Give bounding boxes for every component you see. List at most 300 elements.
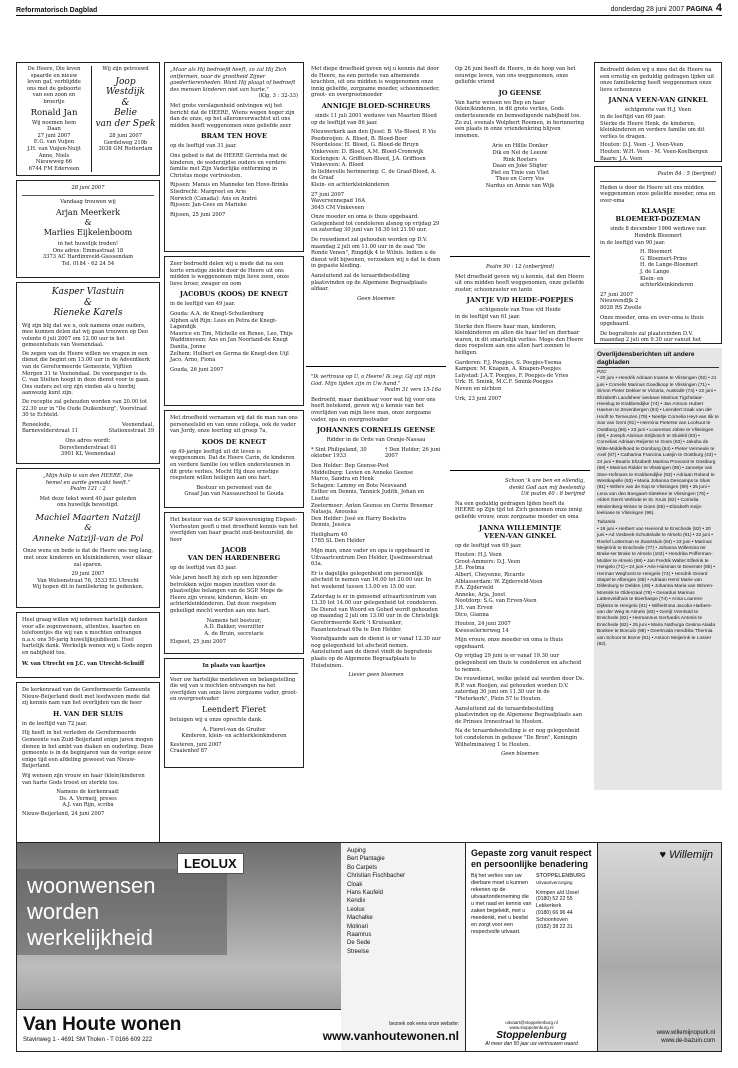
bible-verse (22, 473, 154, 493)
family-line-4: Esther en Dennis, Yannick Judith, Johan en Lisette (311, 489, 424, 502)
thanks-ad-utrecht (16, 612, 160, 678)
family-list (170, 182, 298, 208)
family-line-2: H. de Lange-Bloemert (640, 262, 699, 269)
flowers-note: Geen bloemen (357, 295, 395, 302)
obituary-address (311, 192, 441, 212)
thanks-signature: W. van Utrecht en J.C. van Utrecht-Schuiff (22, 660, 145, 667)
name-line-1: VAN DEN HARDENBERG (187, 554, 281, 563)
obituary-text: Met grote verslagenheid ontvingen wij het bericht dat de HEERE, Wiens wegen hoger zijn dan de onze, op het alleronverwachtst uit ons midden heeft weggenomen onze geliefde zeer (170, 102, 295, 129)
address-1: Barnevelderstraat 11 (22, 428, 79, 435)
address-line-1: Nieuwendijk 2 (600, 298, 639, 305)
couple-names (95, 77, 156, 130)
family-line-7: Nootdorp: S.G. van Erven-Veen (455, 598, 537, 605)
address-right (109, 422, 154, 435)
thanks-ad-fieret (164, 658, 304, 768)
obituary-veen-family (594, 62, 722, 162)
obituary-de-knegt (164, 256, 304, 406)
thanks-text: Heel graag willen wij iedereen hartelijk danken voor alle zegenwensen, attenties, kaarten en telefoontjes die wij van u mochten ontvangen n.a.v. ons 50-jarig huwelijksjubileum. Heel hartelijk dank. Werkelijk wenen wij u Gods zegen en nabijheid toe. (22, 617, 153, 656)
obituary-text-2: Onze moeder en oma is thuis opgebaard. Gelegenheid tot condoleren alsnog op vrijdag 29 en zaterdag 30 juni van 18.30 tot 21.00 uur. (311, 214, 440, 234)
van-houte-ad (17, 843, 465, 1051)
couple-name-4: van der Spek (95, 118, 156, 129)
obituary-text-6: Na de teraardebestelling is er nog gelegenheid tot condoleren in gebouw "De Bron", Koningin Wilhelminaweg 1 te Houten. (455, 728, 580, 748)
stoppelenburg-ad (465, 843, 597, 1051)
obituary-text-2: Mijn man, onze vader en opa is opgebaard in Uitvaartcentrum Den Helder, IJsselmeerstraat 63a. (311, 548, 433, 568)
ad-brand: Van Houte wonen (23, 1014, 182, 1035)
birth-detail-5: Anne, Niels (38, 152, 70, 159)
birth-detail-7: 6744 FM Ederveen (28, 165, 80, 172)
couple-name-3: Belie (113, 108, 138, 119)
sub-line-1: Hendrik Bloemert (634, 232, 682, 239)
deceased-sub: sinds 11 juli 2001 weduwe van Maarten Bloed (315, 112, 437, 119)
couple-names (22, 287, 154, 319)
signature-line-0: Namens het bestuur, (206, 617, 262, 624)
thanks-place (170, 742, 298, 755)
deceased-age: op de leeftijd van 69 jaar. (455, 542, 522, 549)
family-line-1: Alphen a/d Rijn: Lees en Petra de Knegt-Lagendijk (170, 317, 277, 331)
family-line-3: Rijssen: Jan-Cees en Marieke (170, 202, 247, 209)
obituary-jo-geense (450, 62, 590, 252)
deceased-age: op de leeftijd van 83 jaar. (170, 565, 237, 572)
family-line-0: Arie en Hillie Donker (492, 143, 548, 150)
deceased-age: op de leeftijd van 31 jaar. (170, 143, 237, 150)
address-line-0: Heiligharn 40 (311, 531, 348, 538)
obituary-hardenberg (164, 512, 304, 654)
couple-name-1: & (83, 297, 92, 308)
ad-address: Stavinweg 1 - 4691 SM Tholen - T 0166 609 222 (23, 1037, 153, 1043)
obituary-text-3: De rouwdienst zal gehouden worden op D.V. maandag 2 juli om 11.00 uur in de zaal "De Ronde Venen", Ringdijk 4 te Wilnis. Indien u de dienst wilt bijwonen, verzoeken wij u dat te doen in gepaste kleding. (311, 237, 441, 270)
family-line-2: J.E. Postma (455, 565, 485, 572)
ad-photo (17, 843, 341, 1051)
family-line-3: Schagen: Lammy en Bote Neuvaand (311, 482, 407, 489)
deceased-name: JANNA VEEN-VAN GINKEL (608, 96, 708, 105)
brand-6: Kendix (347, 898, 366, 905)
couple-names (22, 208, 154, 238)
location-0: Krimpen a/d IJssel (536, 889, 579, 896)
family-list (455, 360, 585, 393)
family-line-4: Piet en Tinie van Vliet (490, 169, 550, 176)
obituary-text: Op 26 juni heeft de Heere, in de hoop van het eeuwige leven, van ons weggenomen, onze geliefde vriend (455, 66, 576, 86)
obituary-text: Met diepe droefheid geven wij u kennis dat door de Heere, na een periode van afnemende krachten, uit ons midden is weggenomen onze innig geliefde, zorgzame moeder, schoonmoeder, groot- en overgrootmoeder (311, 66, 440, 99)
location-2: Lekkerkerk (536, 903, 562, 910)
family-line-7: Den Helder: José en Harry Boekstra (311, 515, 407, 522)
couple-names (22, 513, 154, 545)
family-line-0: Gouda: A.A. de Knegt-Schuilenburg (170, 310, 264, 317)
obituary-text-4: Zaterdag is er in genoemd uitvaartcentrum van 13.30 tot 14.00 uur gelegenheid tot condoleren. De Dienst van Woord en Gebed wordt gehouden op maandag 2 juli om 13.00 uur in de Christelijk Gereformeerde Kerk 't Kruisanker, Fazantenstraat 69a te Den Helder. (311, 593, 439, 633)
obituary-text-2: Ons gebed is dat de HEERE Gerrieta met de kinderen, de wederzijdse ouders en verdere familie met Zijn Vaderlijke ontferming in Christus moge vertroosten. (170, 152, 288, 179)
family-line-0: Rijssen: Manus en Manneke ten Hove-Brinks (170, 182, 289, 189)
headline-line-2: werkelijkheid (27, 925, 153, 950)
deceased-age: op de leeftijd van 86 jaar. (311, 119, 378, 126)
obituary-text-5: Aansluitend zal de teraardebestelling plaatsvinden op de Algemene Begraafplaats aan de Prinses Irenestraat te Houten. (455, 705, 583, 725)
obituary-signature (22, 789, 154, 809)
family-line-5: Theo en Corry Vos (495, 176, 545, 183)
obituary-bloed-schreurs (306, 62, 446, 362)
couple-name-1: Westdijk (106, 87, 145, 98)
obituary-text-2: Van harte wensen we Bep en haar (klein)kinderen, in dit grote verlies, Gods onderteunende en bemoedigende nabijheid toe. Zo zul, evenals Wolphert Roemen, in herinnering een plaats in onze vriendenkring blijven innemen. (455, 99, 585, 139)
page-number: 4 (715, 2, 722, 14)
couple-name-0: Joop (115, 76, 136, 87)
detail-0: 29 juni 2007 (71, 571, 105, 578)
address-left (22, 422, 78, 435)
detail-2: Wij hopen dit in familiekring te gedenken. (32, 584, 144, 591)
obituary-text: Hij heeft in het verleden de Gereformeerde Gemeente van Zuid-Beijerland enige jaren mogen dienen in het ambt van diaken en ouderling. Deze gemeente is in de beginjaren van de vorige eeuw enige tijd een afdeling geweest van Nieuw-Beijerland. (22, 730, 154, 770)
deceased-sub (600, 226, 716, 239)
family-line-6: Nardus en Annie van Wijk (485, 182, 555, 189)
bible-verse: „Maar als Hij bedroefd heeft, zo zal Hij Zich ontfermen, naar de grootheid Zijner goedertierenheden. Want Hij plaagt of bedroeft des mensen kinderen niet van harte." (170, 67, 296, 93)
family-line-4: Neven en nichten (455, 385, 502, 392)
paragraph-1: De zegen van de Heere willen we vragen in een dienst die begint om 13.00 uur in de Adventkerk van de Gereformeerde Gemeente, Vijftien Morgen 31 te Veenendaal. De voorganger is ds. C. van Stelten hoopt in deze dienst voor te gaan. Ons ouders zet erg zijn vinden als u hierbij aanwezig kunt zijn. (22, 350, 151, 397)
obituary-address (311, 532, 441, 545)
family-line-2: Noordeloos: H. Bloed, G. Bloed-de Bruyn (311, 142, 419, 149)
column-5 (594, 62, 722, 790)
willemijn-ad (597, 843, 721, 1051)
location-4: Schoonhoven (536, 916, 568, 923)
obituary-text: Heden is door de Heere uit ons midden weggenomen onze geliefde moeder, oma en over-oma (600, 184, 716, 204)
bible-verse: Psalm 90 : 12 (onberijmd) (485, 264, 555, 270)
family-line-3: Daan en Joke Stigter (492, 163, 548, 170)
verse-line-1: denkt God aan mij bestendig (509, 484, 585, 491)
org-sub: Uitvaartverzorging (536, 879, 573, 885)
family-line-4: Alblasserdam: W. Zijderveld-Veen (455, 578, 543, 585)
signature-line-2: A. de Bruin, secretaris (204, 630, 264, 637)
deceased-name: JACOBUS (KOOS) DE KNEGT (179, 290, 289, 299)
family-line-8: Dennis, Jessica (311, 522, 351, 529)
name-line-1: BLOEMERT-DOZEMAN (615, 215, 701, 224)
family-line-1: Dik en Nel de Leeuw (492, 149, 548, 156)
family-list (170, 311, 298, 364)
family-line-1: Sliedrecht: Margreet en Arie (170, 188, 247, 195)
obituary-bloemert (594, 166, 722, 344)
obituary-text: Zeer bedroefd delen wij u mede dat na een korte ernstige ziekte door de Heere uit ons midden is weggenomen mijn lieve zoon, onze lieve broer, zwager en oom (170, 261, 290, 287)
obituary-place: Elspeet, 25 juni 2007 (170, 639, 227, 646)
deceased-age: in de leeftijd van 90 jaar. (600, 239, 666, 246)
anniversary-details (22, 571, 154, 591)
anniversary-text: Onze wens en bede is dat de Heere ons nog lang, met onze kinderen en kleinkinderen, voor elkaar zal sparen. (23, 548, 153, 568)
signature-line-0: A. Fieret-van de Gruiter (202, 726, 266, 733)
family-line-1: Kampen: M. Knapen, A. Knapen-Poepjes (455, 366, 561, 373)
new-address-0: Ons adres wordt: (65, 438, 111, 444)
birth-line-3: ons met de geboorte (26, 85, 82, 92)
brand-1: Bert Plantagie (347, 856, 385, 863)
wedding-detail-2: 3038 GM Rotterdam (98, 146, 153, 153)
bible-verse (455, 478, 585, 498)
obituary-intro: De kerkenraad van de Gereformeerde Gemeente Nieuw-Beijerland deelt met leedwezen mede dat zij kennis nam van het overlijden van de heer (22, 687, 151, 707)
verse-line-0: „Mijn hulp is van den HEERE, Die (43, 473, 133, 479)
wedding-intro: Vandaag trouwen wij (60, 198, 116, 205)
flowers-note: Liever geen bloemen (348, 672, 404, 679)
obituary-address (600, 292, 716, 312)
family-line-2: Rink Roeters (502, 156, 538, 163)
obituary-signature (170, 485, 298, 498)
family-line-2: Maurice en Tim, Michelle en Renee, Leo, Thijs (170, 330, 293, 337)
ad-contact (533, 873, 592, 936)
ad-text: Bij het verlies van uw dierbare moet u kunnen rekenen op de uitvaartonderneming die u met raad en kennis van zaken begeleidt, met u meedenkt, met u beslist en zorgt voor een respectvolle uitvaart. (471, 873, 532, 935)
leolux-logo: LEOLUX (177, 853, 244, 874)
couple-name-2: Marlies Eijkelenboom (43, 228, 133, 238)
website-link[interactable]: www.vanhoutewonen.nl (322, 1029, 459, 1043)
column-3 (306, 62, 446, 874)
name-line-0: KLAASJE (641, 207, 675, 216)
family-line-5: Zelhem: Hulbert en Germa de Knegt-den Uijl (170, 350, 289, 357)
obituary-text-2: Vele jaren heeft hij zich op een bijzonder betrokken wijze mogen inzetten voor de plaatselijke belangen van de SGP. Moge de Heere zijn vrouw, kinderen, klein- en achterkleinkinderen. Dat deze roepstem geheiligd mocht worden aan ons hart. (170, 574, 283, 614)
deceased-name (600, 207, 716, 223)
wedding-details (22, 241, 154, 267)
family-line-0: Nieuwerkerk aan den IJssel: B. Vis-Bloed, P. Vis (311, 129, 437, 136)
website-2[interactable]: www.de-bazuin.com (661, 1038, 715, 1044)
family-list (600, 142, 716, 162)
deceased-name (455, 524, 585, 540)
wedding-ad-meerkerk (16, 180, 160, 278)
address-0: Reneelode, (22, 421, 52, 428)
family-line-1: Middelburg: Levien en Anneke Geense (311, 469, 414, 476)
address-line-1: 1785 SL Den Helder (311, 538, 365, 545)
family-line-1: Groot-Ammers: D.J. Veen (455, 558, 521, 565)
ad-headline (27, 873, 217, 951)
couple-name-2: Anneke Natzijl-van de Pol (32, 533, 144, 544)
obituary-text: Bedroefd delen wij u mee dat de Heere na een ernstig en geduldig gedragen lijden uit onze familiekring heeft weggenomen onze lieve schoonzus (600, 67, 715, 93)
willemijn-websites (657, 1029, 715, 1045)
obituary-text-3: Op vrijdag 29 juni is er vanaf 19.30 uur gelegenheid om thuis te condoleren en afscheid te nemen. (455, 653, 582, 673)
source-pzc: PZC (597, 370, 607, 375)
obituary-text: Na een geduldig gedragen lijden heeft de HEERE op Zijn tijd tot Zich genomen onze innig geliefde vrouw, onze zorgzame moeder en oma (455, 500, 582, 520)
ad-website[interactable]: www.stoppelenburg.nl (509, 1025, 554, 1030)
verse-ref: Psalm 31 vers 15-16a (384, 387, 441, 394)
address-0: Veenendaal, (122, 421, 154, 428)
paper-name: Reformatorisch Dagblad (16, 7, 98, 14)
family-line-6: Anneke, Arja, Joost (455, 591, 506, 598)
obituary-text: Bedroefd, maar dankbaar voor wat hij voor ons heeft betekend, geven wij u kennis van het overlijden van mijn lieve man, onze zorgzame vader, opa en overgrootvader (311, 396, 436, 423)
brand-0: Auping (347, 848, 366, 854)
family-line-1: Poederoijen: A. Bloed, B. Bloed-Boer (311, 135, 408, 142)
brand-list (341, 843, 465, 1051)
obituary-text-2: Wij wensen zijn vrouw en haar (klein)kinderen van harte Gods troost en sterkte toe. (22, 772, 145, 786)
obituary-place: Urk, 23 juni 2007 (455, 395, 502, 402)
obituary-text-3: Er is dagelijks gelegenheid om persoonlijk afscheid te nemen van 16.00 tot 20.00 uur. In het weekend tussen 13.00 en 15.00 uur. (311, 570, 432, 591)
signature-line-1: A.D. Bakker, voorzitter (204, 624, 264, 631)
place-line-1: Craaienhof 87 (170, 748, 208, 755)
parents-addresses (22, 422, 154, 435)
brand-2: Bo Carpets (347, 864, 378, 871)
birth-detail-6: Nieuwweg 66 (35, 159, 73, 166)
family-line-7: Klein- en achterkleinkinderen (311, 181, 390, 188)
death-date: † Den Helder, 26 juni 2007 (384, 446, 441, 460)
thanks-signature (170, 727, 298, 740)
birth-line-4: van een zoon en (32, 92, 76, 99)
deceased-name (170, 546, 298, 562)
family-line-0: Houten: H.J. Veen (455, 552, 502, 559)
obituary-poepjes (450, 260, 590, 466)
ad-title: Gepaste zorg vanuit respect en persoonlijke benadering (471, 848, 592, 869)
birth-line-1: spaarde en nieuw (30, 72, 78, 79)
address-line-0: 27 juni 2007 (600, 291, 634, 298)
address-line-0: 27 juni 2007 (311, 191, 345, 198)
family-line-4: Koclengen: A. Griffioen-Bloed, J.A. Griffioen (311, 155, 426, 162)
family-line-3: Albert, Cheyenne, Ricardo (455, 571, 525, 578)
wedding-detail-0: in het huwelijk treden! (57, 241, 119, 248)
family-line-6: Jaco, Arno, Fiona (170, 357, 216, 364)
brand-8: Machalke (347, 915, 373, 922)
obituary-van-der-sluis (16, 682, 160, 866)
family-line-0: Garderen: F.J. Poepjes, S. Poepjes-Ysema (455, 359, 562, 366)
deceased-sub: Ridder in de Orde van Oranje-Nassau (326, 437, 426, 444)
deceased-name: ANNIGJE BLOED-SCHREURS (321, 101, 431, 110)
ad-slogan: Al meer dan 50 jaar uw vertrouwen waard (485, 1041, 578, 1047)
location-3: (0180) 66 96 44 (536, 909, 573, 916)
baby-name: Ronald Jan (30, 107, 78, 118)
bible-verse: "Ik vertrouw op U, o Heere! Ik zeg: Gij zijt mijn God. Mijn tijden zijn in Uw hand." (311, 374, 436, 387)
couple-name-0: Arjan Meerkerk (55, 208, 121, 218)
deceased-name: H. VAN DER SLUIS (52, 709, 124, 718)
birth-wedding-ad (16, 62, 160, 176)
deceased-sub: echtgenote van H.J. Veen (625, 107, 691, 114)
brand-7: Leolux (347, 906, 365, 913)
obituary-place: Rijssen, 25 juni 2007 (170, 211, 226, 218)
family-line-2: Baarn: J.A. Veen (600, 155, 643, 162)
family-line-3: Vinkeveen: D. Bloed, A.M. Bloed-Cromwijk (311, 148, 424, 155)
obituary-text-2: Sterke de Heere Henk, de kinderen, kleinkinderen en verdere familie om dit verlies te dragen. (600, 120, 705, 140)
wedding-announcement (92, 66, 156, 172)
signature-line-1: Ds. A. Vermeij, preses (59, 795, 117, 802)
family-line-3: J. de Lange (640, 268, 670, 275)
birth-line-0: De Heere, Die leven (27, 66, 81, 72)
birth-detail-3: E.G. van Vuijen (33, 139, 75, 146)
name-line-0: JACOB (221, 546, 247, 555)
birth-announcement (20, 66, 92, 172)
family-line-1: G. Bloemert-Prins (640, 255, 687, 262)
new-address (22, 438, 154, 458)
birth-detail-4: J.H. van Vuijen-Nuijt (27, 145, 81, 152)
family-line-6: Natasja, Anouska (311, 509, 357, 516)
deceased-name: Leendert Fieret (202, 704, 266, 714)
paragraph-0: Wij zijn blij dat we u, ook namens onze ouders, mee kunnen delen dat wij gaan trouwen op Deo volente 6 juli 2007 om 12.00 uur in het gemeentehuis van Veenendaal. (22, 322, 149, 349)
birth-intro (20, 66, 88, 106)
address-1: Stationsstraat 39 (108, 428, 154, 435)
paragraph-2: De receptie zal gehouden worden van 20.00 tot 22.30 uur in "De Oude Duikenburg", Voorstraat 30 te Echteld. (22, 399, 148, 419)
family-line-8: J.H. van Erven (455, 604, 493, 611)
obituary-text-2: op 49-jarige leeftijd uit dit leven is weggenomen. Dat de Heere Carin, de kinderen en verdere familie (ou willen ondersteunen in dit grote verlies. Mocht Hij deze ernstige roepstem willen heiligen aan ons hart. (170, 448, 295, 482)
signature-line-0: Bestuur en personeel van de (196, 484, 272, 491)
verse-ref: (Klg. 3 : 32-33) (258, 93, 298, 100)
family-line-3: Waddinxveen: Ans en Jan Noorland-de Knegt (170, 337, 289, 344)
family-line-2: Lelystad: J.A.T. Poepjes, F. Poepjes-de Vries (455, 372, 569, 379)
section-title: Overlijdensberichten uit andere dagbladen (597, 351, 719, 368)
family-line-5: Vinkeveen: A. Bloed (311, 162, 364, 169)
brand-4: Cloak (347, 881, 363, 888)
ad-brand: Stoppelenburg (496, 1030, 567, 1041)
column-2 (164, 62, 304, 772)
wedding-detail-1: Gordelweg 210b (103, 139, 148, 146)
address-line-1: Wavervennepad 16A (311, 198, 365, 205)
verse-line-2: Psalm 121 : 2 (70, 486, 106, 493)
obituary-list-tubantia: • 19 juni • Herbert van Heerend te Enschede (82) • 20 juni • Ad Vosbeek-Schuttelaile te Almelo (91) • 22 juni • Roelof Lotterman te Zwartsluis (84) • 23 juni • Marinus Meijerink te Enschede (77) • Johanna Willemina ter Brake-ter Brake te Almelo (104) • Hendrika Pofferman-Mulder te Almelo (88) • Jan Fredrik Walter Elferink te Hengelo (71) • 24 juni • Arie Huisman te Deventer (85) • Herman Weghorst te Hengelo (74) • Hendrik Gerard Stapel te Albergen (68) • Adriaan Henri Marie van Dillenburg te Delden (49) • Johanna Maria van Winren-Morsink te Oldenzaal (78) • Gerardus Marinus Lattenveldhuis te Boerhaspe (74) • Anna Lourens-Dijkstra te Hengelo (81) • Wilhelmina Jacoba Harbers-van der Weg te Almelo (83) • Gerrijt Vrenhold te Enschede (82) • Hermannus Gerhardis Antonis te Enschede (82) • 25 juni • Maria Nathurga Gesina Alaida Boekee te Borculo (98) • Geertruida Hendrika Thermia van Schoot te Borne (81) • Antoon Meijerink te Losser (82). (597, 526, 716, 648)
brand-9: Molinari (347, 923, 369, 930)
signature-line-2: A.J. van Rijn, scriba (62, 802, 114, 809)
couple-name-1: & (84, 218, 92, 228)
wedding-ad-vlastuin (16, 282, 160, 464)
new-address-1: Dorsvlienderstraat 61 (59, 444, 117, 451)
brand-11: De Sede (347, 940, 371, 947)
obituary-text: Met droefheid geven wij u kennis, dat den Heere uit ons midden heeft weggenomen, onze geliefde zuster, schoonzuster en tante (455, 273, 585, 293)
ad-date: 28 juni 2007 (71, 185, 105, 191)
website-1[interactable]: www.willemijnopurk.nl (656, 1030, 715, 1036)
anniversary-ad-natzijl (16, 468, 160, 608)
family-list (455, 552, 585, 618)
wedding-details (95, 133, 156, 153)
deceased-age: in de leeftijd van 72 jaar. (22, 720, 88, 727)
thanks-text: Voor uw hartelijke medeleven en belangstelling die wij van u mochten ontvangen na het overlijden van onze lieve zorgzame vader, groot- en overgrootvader (170, 676, 298, 703)
obituary-text-3: De begrafenis zal plaatsvinden D.V. maandag 2 juli om 9.30 uur vanuit het (600, 330, 701, 344)
brand-5: Hans Kaufeld (347, 890, 384, 897)
address-line-0: Houten, 24 juni 2007 (455, 621, 511, 628)
family-line-3: Urk: H. Smink, M.C.F. Smink-Poepjes (455, 379, 554, 386)
family-line-2: Marco, Sandra en Henk (311, 476, 374, 483)
address-line-2: 8028 RS Zwolle (600, 304, 642, 311)
brand-10: Raamrus (347, 932, 372, 939)
obituary-text-2: Onze moeder, oma en over-oma is thuis opgebaard. (600, 314, 704, 328)
obituary-text-2: Mijn vrouw, onze moeder en oma is thuis opgebaard. (455, 637, 564, 650)
verse-line-2: Uit psalm 40 : 8 berijmd (520, 491, 585, 498)
heart-icon: ♥ (659, 849, 667, 861)
headline-line-0: woonwensen (27, 873, 156, 898)
obituary-text-5: Voorafgaande aan de dienst is er vanaf 12.30 uur nog gelegenheid tot afscheid nemen. Aansluitend aan de dienst vindt de begrafenis plaats op de Algemene Begraafplaats te Huisduinen. (311, 636, 441, 669)
obituary-text-4: De rouwdienst, welke geleid zal worden door Ds. R.P. van Rooijen, zal gehouden worden D.V. zaterdag 30 juni om 11.30 uur in de "Pieterkerk", Plein 57 te Houten. (455, 676, 585, 703)
ad-email[interactable]: uitvaart@stoppelenburg.nl (505, 1020, 558, 1025)
family-line-4: Klein- en achterkleinkinderen (640, 275, 694, 289)
location-1: (0180) 52 22 55 (536, 896, 573, 903)
obituary-text-4: Aansluitend zal de teraardebestelling plaatsvinden op de Algemene Begraafplaats aldaar. (311, 273, 427, 293)
wedding-detail-2: 3373 AC Hardinxveld-Giessendam (42, 254, 134, 261)
birth-date: * Sint Philipsland, 30 oktober 1933 (311, 446, 367, 460)
wedding-text (22, 323, 154, 419)
page-header (16, 2, 722, 16)
family-list (311, 129, 441, 188)
ad-footer (471, 1020, 592, 1047)
obituary-place: Gouda, 26 juni 2007 (170, 366, 224, 373)
obituary-veen-van-ginkel (450, 474, 590, 874)
birth-line-5: broertje (43, 98, 65, 105)
family-list (640, 249, 716, 289)
wedding-detail-0: 28 juni 2007 (108, 133, 143, 140)
willemijn-brand (660, 849, 714, 861)
couple-name-0: Kasper Vlastuin (51, 287, 125, 297)
obituary-text: Het bestuur van de SGP kiesvereniging Elspeet-Vierhouten geeft u met droefheid kennis van het overlijden van haar geacht oud-bestuurslid, de heer (170, 517, 298, 543)
column-4 (450, 62, 590, 878)
thanks-text-2: betuigen wij u onze oprechte dank. (170, 716, 263, 723)
intro-line-1: ons huwelijk bevestigd. (57, 502, 119, 509)
thanks-title: In plaats van kaartjes (202, 663, 266, 669)
family-line-9: Dico, Gianna (455, 611, 489, 618)
deceased-sub: echtgenote van Ynse v/d Heide (479, 307, 561, 314)
willemijn-name: Willemijn (669, 849, 713, 861)
sub-line-0: sinds 8 december 1966 weduwe van (610, 226, 706, 233)
website-line (229, 1021, 459, 1045)
birth-details (20, 120, 88, 173)
life-dates (311, 447, 441, 460)
obituary-signature (170, 618, 298, 638)
other-newspapers-obituaries (594, 348, 722, 790)
bible-verse: Psalm 84 : 5 (berijmd) (657, 171, 716, 177)
detail-1: Van Welsenstraat 76, 3533 EG Utrecht (37, 577, 139, 584)
deceased-name: BRAM TEN HOVE (200, 132, 268, 141)
deceased-age: in de leeftijd van 49 jaar. (170, 301, 236, 308)
obituary-text: Met droefheid vernamen wij dat de man van ons personeelslid en van onze collega, ook de vader van Jordy, onze leerling uit groep 7a, (170, 415, 298, 435)
couple-name-2: Rieneke Karels (53, 308, 123, 318)
family-line-1: Houten: W.H. Veen - M. Veen-Koelbergen (600, 148, 708, 155)
intro-line-0: Met deze tekst werd 40 jaar geleden (39, 495, 137, 502)
place-line-0: Kesteren, juni 2007 (170, 741, 222, 748)
obituary-ten-hove (164, 62, 304, 252)
source-tubantia: Tubantia (597, 520, 616, 526)
